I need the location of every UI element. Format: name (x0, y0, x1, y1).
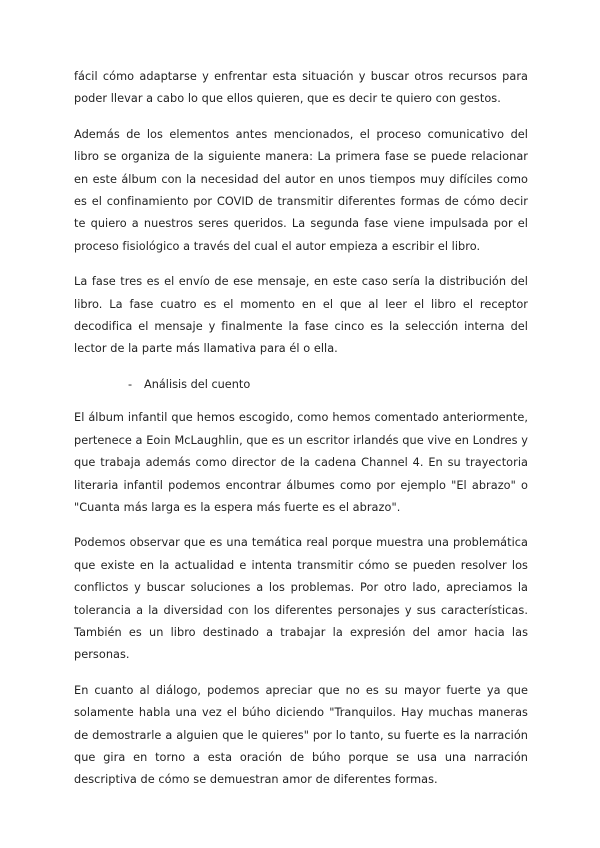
section-heading-text: Análisis del cuento (144, 377, 251, 391)
dash-bullet: - (128, 377, 133, 391)
document-body (74, 66, 528, 805)
paragraph-communication-process: Además de los elementos antes mencionados, el proceso comunicativo del libro se organiza de la siguiente manera: La primera fase se puede relacionar en este álbum con la necesidad del autor en unos tiempos muy difíciles como es el confinamiento por COVID de transmitir diferentes formas de cómo decir te quiero a nuestros seres queridos. La segunda fase viene impulsada por el proceso fisiológico a través del cual el autor empieza a escribir el libro. (74, 127, 528, 253)
paragraph-continuation: fácil cómo adaptarse y enfrentar esta situación y buscar otros recursos para poder llevar a cabo lo que ellos quieren, que es decir te quiero con gestos. (74, 70, 528, 106)
paragraph-phases: La fase tres es el envío de ese mensaje, en este caso sería la distribución del libro. La fase cuatro es el momento en el que al leer el libro el receptor decodifica el mensaje y finalmente la fase cinco es la selección interna del lector de la parte más llamativa para él o ella. (74, 275, 528, 356)
section-heading (74, 374, 528, 396)
paragraph-dialogue: En cuanto al diálogo, podemos apreciar que no es su mayor fuerte ya que solamente habla una vez el búho diciendo "Tranquilos. Hay muchas maneras de demostrarle a alguien que le quieres" por lo tanto, su fuerte es la narración que gira en torno a esta oración de búho porque se usa una narración descriptiva de cómo se demuestran amor de diferentes formas. (74, 683, 528, 787)
paragraph-theme: Podemos observar que es una temática real porque muestra una problemática que existe en la actualidad e intenta transmitir cómo se pueden resolver los conflictos y buscar soluciones a los problemas. Por otro lado, apreciamos la tolerancia a la diversidad con los diferentes personajes y sus características. También es un libro destinado a trabajar la expresión del amor hacia las personas. (74, 536, 528, 662)
paragraph-author: El álbum infantil que hemos escogido, como hemos comentado anteriormente, pertenece a Eoin McLaughlin, que es un escritor irlandés que vive en Londres y que trabaja además como director de la cadena Channel 4. En su trayectoria literaria infantil podemos encontrar álbumes como por ejemplo "El abrazo" o "Cuanta más larga es la espera más fuerte es el abrazo". (74, 411, 528, 514)
